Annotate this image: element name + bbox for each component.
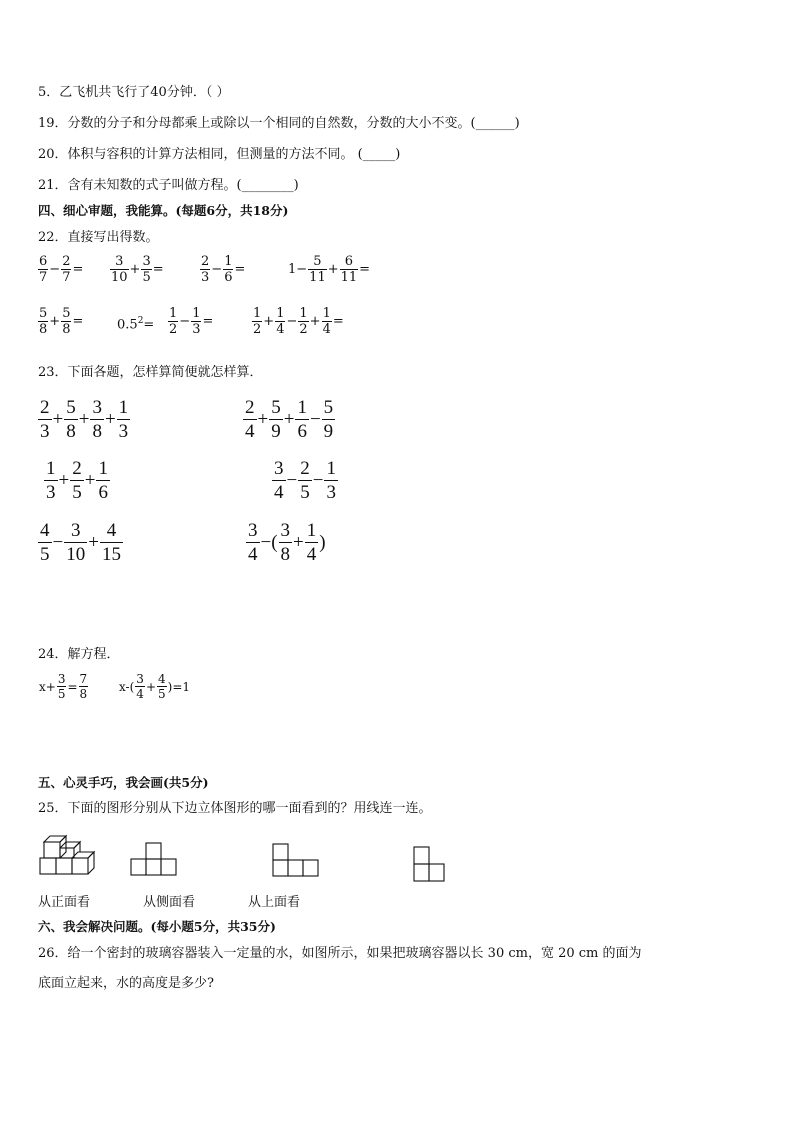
question-25-prompt: 25．下面的图形分别从下边立体图形的哪一面看到的？用线连一连。: [38, 801, 432, 816]
q22-expr-1: $\frac{6}{7}$ − $\frac{2}{7}$ =: [39, 254, 84, 285]
question-21: 21．含有未知数的式子叫做方程。(________): [38, 178, 299, 193]
section-5-title: 五、心灵手巧，我会画(共5分): [38, 775, 209, 790]
q23-problem-4: $\frac{3}{4}$ − $\frac{2}{5}$ − $\frac{1}{3}$: [274, 458, 336, 503]
q22-expr-5: $\frac{5}{8}$ + $\frac{5}{8}$ =: [39, 306, 84, 337]
question-23-prompt: 23．下面各题，怎样算简便就怎样算．: [38, 365, 263, 380]
q22-expr-8: $\frac{1}{2}$ + $\frac{1}{4}$ − $\frac{1}{2}$ + $\frac{1}{4}$ =: [253, 306, 344, 337]
q24-equation-1: x+ $\frac{3}{5}$ = $\frac{7}{8}$: [39, 672, 88, 701]
q23-problem-2: $\frac{2}{4}$ + $\frac{5}{9}$ + $\frac{1}{6}$ − $\frac{5}{9}$: [245, 397, 334, 442]
q24-equation-2: x-( $\frac{3}{4}$ + $\frac{4}{5}$ )=1: [119, 672, 191, 701]
q23-problem-1: $\frac{2}{3}$ + $\frac{5}{8}$ + $\frac{3}{8}$ + $\frac{1}{3}$: [40, 397, 129, 442]
section-4-title: 四、细心审题，我能算。(每题6分，共18分): [38, 203, 289, 218]
q22-expr-3: $\frac{2}{3}$ − $\frac{1}{6}$ =: [201, 254, 246, 285]
view-figure-a: [130, 842, 178, 876]
question-26-line-1: 26．给一个密封的玻璃容器装入一定量的水，如图所示，如果把玻璃容器以长 30 cm，宽 20 cm 的面为: [38, 946, 642, 961]
view-figure-c: [413, 846, 447, 882]
question-19: 19．分数的分子和分母都乘上或除以一个相同的自然数，分数的大小不变。(______): [38, 116, 520, 131]
q22-expr-6: $0.5^2=$: [117, 316, 155, 333]
q23-problem-3: $\frac{1}{3}$ + $\frac{2}{5}$ + $\frac{1}{6}$: [46, 458, 108, 503]
view-label-side: 从侧面看: [143, 895, 196, 910]
q22-expr-2: $\frac{3}{10}$ + $\frac{3}{5}$ =: [111, 254, 164, 285]
question-22-prompt: 22．直接写出得数。: [38, 230, 159, 245]
question-26-line-2: 底面立起来，水的高度是多少?: [38, 976, 214, 991]
q22-expr-7: $\frac{1}{2}$ − $\frac{1}{3}$ =: [169, 306, 214, 337]
question-5: 5．乙飞机共飞行了40分钟．（ ）: [38, 85, 230, 100]
q23-problem-6: $\frac{3}{4}$ −( $\frac{3}{8}$ + $\frac{1}{4}$ ): [248, 520, 326, 565]
q23-problem-5: $\frac{4}{5}$ − $\frac{3}{10}$ + $\frac{4}{15}$: [40, 520, 121, 565]
view-label-front: 从正面看: [38, 895, 91, 910]
view-figure-b: [272, 843, 320, 877]
question-20: 20．体积与容积的计算方法相同，但测量的方法不同。 (_____): [38, 147, 401, 162]
view-label-top: 从上面看: [248, 895, 301, 910]
q22-expr-4: 1− $\frac{5}{11}$ + $\frac{6}{11}$ =: [288, 254, 371, 285]
solid-figure: [38, 834, 104, 878]
question-24-prompt: 24．解方程．: [38, 647, 120, 662]
section-6-title: 六、我会解决问题。(每小题5分，共35分): [38, 919, 276, 934]
